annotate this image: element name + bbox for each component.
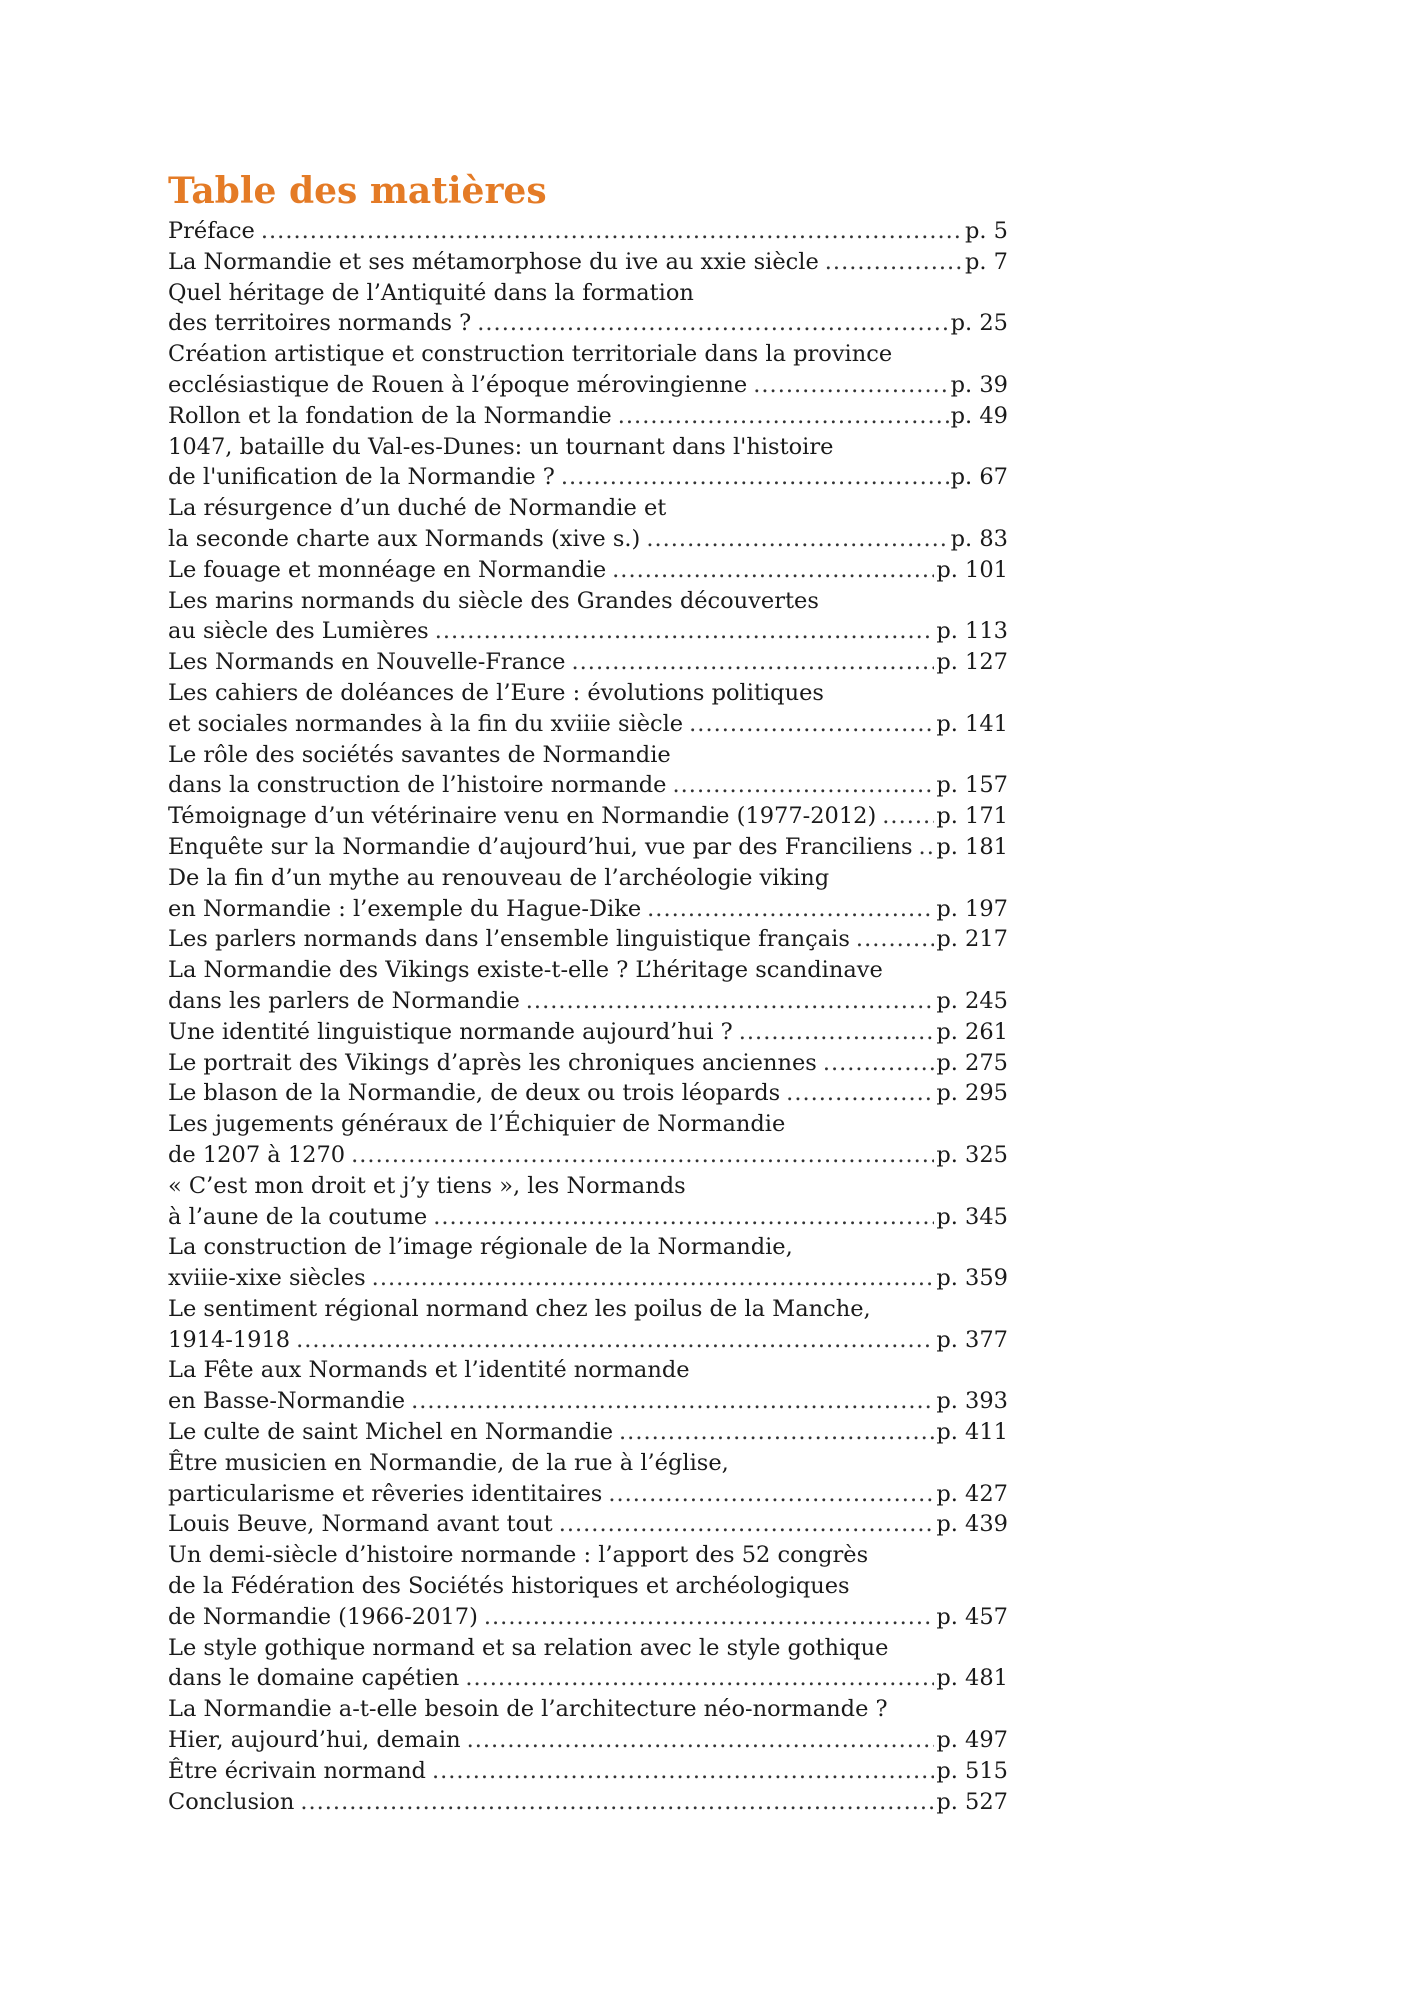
dot-leader xyxy=(477,308,948,339)
toc-page-number: p. 5 xyxy=(964,218,1008,244)
toc-entry-title-line: Les jugements généraux de l’Échiquier de Normandie xyxy=(168,1111,786,1138)
dot-leader xyxy=(919,832,935,863)
dot-leader xyxy=(435,616,935,647)
dot-leader xyxy=(612,555,934,586)
dot-leader xyxy=(646,524,948,555)
toc-entry-title-line: Le rôle des sociétés savantes de Normandie xyxy=(168,741,671,768)
toc-entry[interactable] xyxy=(168,863,1008,925)
toc-page-number: p. 275 xyxy=(936,1049,1008,1076)
toc-page-number: p. 261 xyxy=(936,1018,1008,1045)
toc-entry-title-line: à l’aune de la coutume xyxy=(168,1203,428,1230)
toc-entry[interactable] xyxy=(168,924,1008,955)
dot-leader xyxy=(433,1202,934,1233)
toc-entry[interactable] xyxy=(168,955,1008,1017)
toc-page-number: p. 83 xyxy=(950,525,1008,552)
dot-leader xyxy=(856,924,934,955)
toc-entry[interactable] xyxy=(168,647,1008,678)
toc-entry-title-line: ecclésiastique de Rouen à l’époque mérovingienne xyxy=(168,371,748,398)
toc-page-number: p. 481 xyxy=(936,1665,1008,1692)
toc-entry-title-line: 1914-1918 xyxy=(168,1326,291,1353)
toc-entry[interactable] xyxy=(168,1756,1008,1787)
toc-entry-title-line: Les parlers normands dans l’ensemble linguistique français xyxy=(168,926,850,953)
toc-entry-title-line: particularisme et rêveries identitaires xyxy=(168,1480,603,1507)
toc-entry-title-line: en Basse-Normandie xyxy=(168,1388,406,1415)
toc-page-number: p. 245 xyxy=(936,987,1008,1014)
dot-leader xyxy=(351,1140,934,1171)
toc-entry[interactable] xyxy=(168,1417,1008,1448)
toc-page-number: p. 181 xyxy=(936,833,1008,860)
toc-entry-title-line: Être écrivain normand xyxy=(168,1757,426,1784)
toc-entry-title-line: Louis Beuve, Normand avant tout xyxy=(168,1511,553,1538)
toc-entry-title-line: de l'unification de la Normandie ? xyxy=(168,464,555,491)
dot-leader xyxy=(608,1479,934,1510)
toc-entry[interactable] xyxy=(168,1355,1008,1417)
toc-page-number: p. 295 xyxy=(936,1080,1008,1107)
toc-page-number: p. 411 xyxy=(936,1419,1008,1446)
toc-entry-title-line: de Normandie (1966-2017) xyxy=(168,1603,478,1630)
toc-entry-title-line: Quel héritage de l’Antiquité dans la formation xyxy=(168,279,694,306)
dot-leader xyxy=(372,1263,935,1294)
toc-entry-title-line: Les cahiers de doléances de l’Eure : évolutions politiques xyxy=(168,679,824,706)
toc-entry-title-line: La Normandie a-t-elle besoin de l’architecture néo-normande ? xyxy=(168,1696,888,1723)
toc-entry-title-line: Un demi-siècle d’histoire normande : l’apport des 52 congrès xyxy=(168,1542,869,1569)
toc-entry-title-line: des territoires normands ? xyxy=(168,310,472,337)
toc-page-number: p. 377 xyxy=(936,1326,1008,1353)
toc-entry[interactable] xyxy=(168,401,1008,432)
dot-leader xyxy=(432,1756,934,1787)
dot-leader xyxy=(526,986,935,1017)
toc-entry[interactable] xyxy=(168,339,1008,401)
dot-leader xyxy=(825,247,963,278)
toc-page-number: p. 113 xyxy=(936,618,1008,645)
toc-entry-title-line: Le culte de saint Michel en Normandie xyxy=(168,1419,614,1446)
toc-entry-title-line: la seconde charte aux Normands (xive s.) xyxy=(168,525,641,552)
toc-entry[interactable] xyxy=(168,555,1008,586)
dot-leader xyxy=(619,1417,934,1448)
toc-entry-title-line: Les Normands en Nouvelle-France xyxy=(168,649,566,676)
toc-entry-title-line: 1047, bataille du Val-es-Dunes: un tournant dans l'histoire xyxy=(168,433,834,460)
toc-entry-title-line: De la fin d’un mythe au renouveau de l’archéologie viking xyxy=(168,864,830,891)
dot-leader xyxy=(572,647,935,678)
dot-leader xyxy=(786,1078,934,1109)
toc-entry[interactable] xyxy=(168,493,1008,555)
toc-entry-title-line: La Normandie et ses métamorphose du ive au xxie siècle xyxy=(168,248,819,275)
toc-entry[interactable] xyxy=(168,1017,1008,1048)
toc-entry-title-line: Hier, aujourd’hui, demain xyxy=(168,1727,461,1754)
toc-entry[interactable] xyxy=(168,1078,1008,1109)
dot-leader xyxy=(753,370,948,401)
toc-entry-title-line: La résurgence d’un duché de Normandie et xyxy=(168,495,667,522)
page-title: Table des matières xyxy=(168,170,547,212)
toc-entry-title-line: Création artistique et construction territoriale dans la province xyxy=(168,341,893,368)
toc-entry-title-line: de la Fédération des Sociétés historiques et archéologiques xyxy=(168,1573,850,1600)
toc-entry-title-line: dans la construction de l’histoire normande xyxy=(168,772,667,799)
toc-entry[interactable] xyxy=(168,216,1008,247)
toc-page-number: p. 197 xyxy=(936,895,1008,922)
toc-entry-title-line: Le portrait des Vikings d’après les chroniques anciennes xyxy=(168,1049,817,1076)
toc-entry-title-line: en Normandie : l’exemple du Hague-Dike xyxy=(168,895,642,922)
toc-entry[interactable] xyxy=(168,432,1008,494)
dot-leader xyxy=(261,216,963,247)
toc-entry[interactable] xyxy=(168,1540,1008,1632)
toc-page-number: p. 359 xyxy=(936,1265,1008,1292)
toc-page-number: p. 217 xyxy=(936,926,1008,953)
toc-entry-title-line: dans les parlers de Normandie xyxy=(168,987,520,1014)
toc-entry-title-line: Enquête sur la Normandie d’aujourd’hui, vue par des Franciliens xyxy=(168,833,913,860)
dot-leader xyxy=(647,894,934,925)
toc-page-number: p. 527 xyxy=(936,1788,1008,1815)
toc-entry[interactable] xyxy=(168,586,1008,648)
dot-leader xyxy=(411,1386,934,1417)
dot-leader xyxy=(559,1509,935,1540)
toc-entry[interactable] xyxy=(168,1048,1008,1079)
toc-entry[interactable] xyxy=(168,678,1008,740)
toc-entry-title-line: Le fouage et monnéage en Normandie xyxy=(168,556,607,583)
toc-entry[interactable] xyxy=(168,740,1008,802)
toc-entry-title-line: Une identité linguistique normande aujourd’hui ? xyxy=(168,1018,733,1045)
toc-entry-title-line: « C’est mon droit et j’y tiens », les Normands xyxy=(168,1172,686,1199)
toc-page-number: p. 101 xyxy=(936,556,1008,583)
toc-entry-title-line: La Normandie des Vikings existe-t-elle ? L’héritage scandinave xyxy=(168,957,883,984)
toc-entry[interactable] xyxy=(168,1171,1008,1233)
dot-leader xyxy=(823,1048,935,1079)
dot-leader xyxy=(300,1787,934,1818)
toc-entry-title-line: Le blason de la Normandie, de deux ou trois léopards xyxy=(168,1080,781,1107)
toc-page-number: p. 439 xyxy=(936,1511,1008,1538)
toc-entries xyxy=(168,216,1008,1817)
dot-leader xyxy=(561,462,949,493)
toc-page-number: p. 427 xyxy=(936,1480,1008,1507)
toc-page-number: p. 457 xyxy=(936,1603,1008,1630)
toc-page-number: p. 127 xyxy=(936,649,1008,676)
toc-entry[interactable] xyxy=(168,1787,1008,1818)
toc-page-number: p. 25 xyxy=(950,310,1008,337)
toc-entry[interactable] xyxy=(168,1232,1008,1294)
toc-page-number: p. 67 xyxy=(950,464,1008,491)
toc-entry-title-line: dans le domaine capétien xyxy=(168,1665,460,1692)
toc-entry-title-line: Rollon et la fondation de la Normandie xyxy=(168,402,612,429)
dot-leader xyxy=(467,1725,935,1756)
dot-leader xyxy=(484,1602,934,1633)
toc-entry[interactable] xyxy=(168,1448,1008,1510)
toc-page-number: p. 171 xyxy=(936,803,1008,830)
toc-entry[interactable] xyxy=(168,278,1008,340)
toc-entry[interactable] xyxy=(168,1294,1008,1356)
dot-leader xyxy=(882,801,934,832)
toc-entry-title-line: xviiie-xixe siècles xyxy=(168,1265,366,1292)
toc-page-number: p. 141 xyxy=(936,710,1008,737)
toc-page-number: p. 325 xyxy=(936,1141,1008,1168)
dot-leader xyxy=(618,401,949,432)
dot-leader xyxy=(465,1663,934,1694)
toc-entry[interactable] xyxy=(168,1109,1008,1171)
toc-entry[interactable] xyxy=(168,1694,1008,1756)
toc-page-number: p. 345 xyxy=(936,1203,1008,1230)
dot-leader xyxy=(672,770,934,801)
toc-entry-title-line: Le style gothique normand et sa relation avec le style gothique xyxy=(168,1634,889,1661)
toc-entry[interactable] xyxy=(168,832,1008,863)
toc-entry-title-line: et sociales normandes à la fin du xviiie siècle xyxy=(168,710,684,737)
toc-entry-title-line: Le sentiment régional normand chez les poilus de la Manche, xyxy=(168,1295,871,1322)
toc-entry-title-line: Être musicien en Normandie, de la rue à l’église, xyxy=(168,1449,729,1476)
toc-page-number: p. 515 xyxy=(936,1757,1008,1784)
toc-entry[interactable] xyxy=(168,1509,1008,1540)
toc-entry-title-line: La construction de l’image régionale de la Normandie, xyxy=(168,1234,793,1261)
toc-entry-title-line: Conclusion xyxy=(168,1788,295,1815)
toc-entry[interactable] xyxy=(168,247,1008,278)
toc-entry-title-line: La Fête aux Normands et l’identité normande xyxy=(168,1357,690,1384)
toc-entry[interactable] xyxy=(168,1633,1008,1695)
toc-entry-title-line: au siècle des Lumières xyxy=(168,618,429,645)
toc-page-number: p. 497 xyxy=(936,1727,1008,1754)
toc-entry-title-line: Les marins normands du siècle des Grandes découvertes xyxy=(168,587,819,614)
toc-page-number: p. 7 xyxy=(964,248,1008,275)
toc-page-number: p. 39 xyxy=(950,371,1008,398)
toc-entry[interactable] xyxy=(168,801,1008,832)
dot-leader xyxy=(296,1325,934,1356)
toc-entry-title-line: Préface xyxy=(168,218,255,244)
toc-page-number: p. 393 xyxy=(936,1388,1008,1415)
toc-page-number: p. 157 xyxy=(936,772,1008,799)
dot-leader xyxy=(739,1017,935,1048)
toc-page-number: p. 49 xyxy=(950,402,1008,429)
toc-entry-title-line: Témoignage d’un vétérinaire venu en Normandie (1977-2012) xyxy=(168,803,877,830)
table-of-contents xyxy=(168,168,1008,1817)
dot-leader xyxy=(689,709,934,740)
toc-entry-title-line: de 1207 à 1270 xyxy=(168,1141,346,1168)
